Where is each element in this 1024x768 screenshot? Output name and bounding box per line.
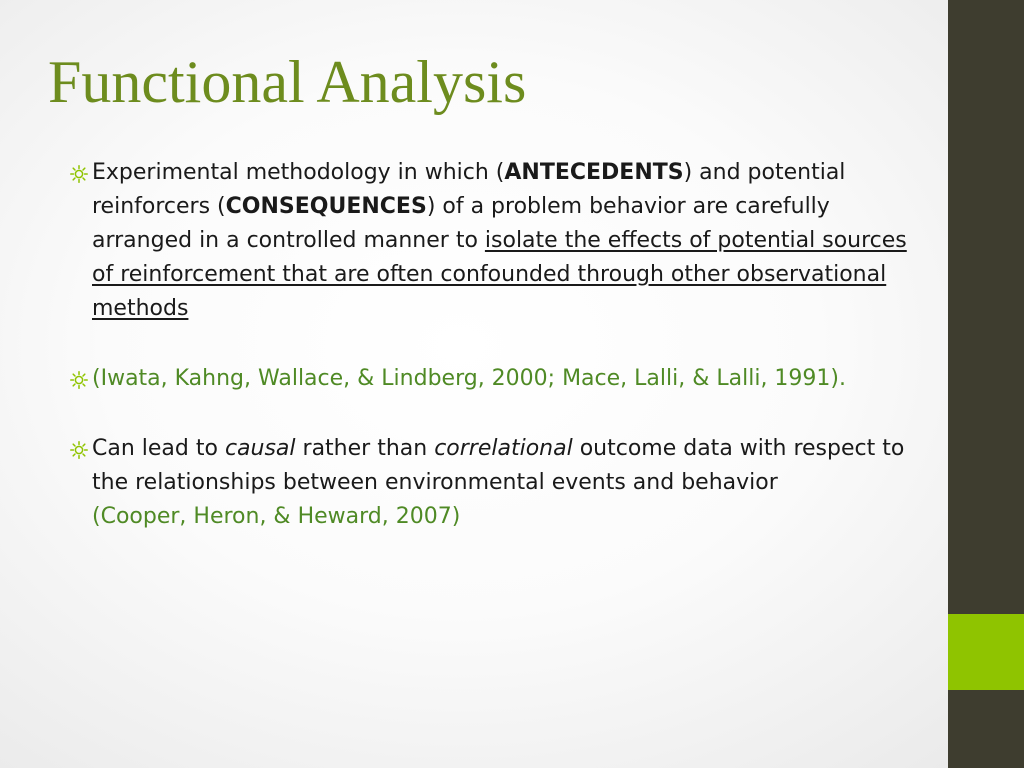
bullet-list [70,156,916,534]
causal-term: causal [224,436,296,461]
bullet-text: outcome data with respect to the relationships between environmental events and behavior [92,436,905,495]
correlational-term: correlational [434,436,573,461]
slide-title: Functional Analysis [48,49,527,115]
bullet-text: ) of a problem behavior are carefully arranged in a controlled manner to [92,194,830,253]
bullet-text: rather than [295,436,435,461]
bullet-text: ) and potential reinforcers ( [92,160,846,219]
consequences-term: CONSEQUENCES [225,194,427,219]
bullet-text: Can lead to [92,436,225,461]
bullet-definition [70,156,916,326]
sun-icon [70,441,88,459]
citation-text: (Cooper, Heron, & Heward, 2007) [92,504,461,529]
sidebar-accent-block [948,614,1024,690]
underlined-phrase: isolate the effects of potential sources of reinforcement that are often confounded through other observational methods [92,228,907,321]
bullet-text: Experimental methodology in which ( [92,160,505,185]
antecedents-term: ANTECEDENTS [504,160,684,185]
sidebar-bar [948,0,1024,768]
citation-text: (Iwata, Kahng, Wallace, & Lindberg, 2000; Mace, Lalli, & Lalli, 1991). [92,366,846,391]
bullet-citation [70,362,916,396]
bullet-causal [70,432,916,534]
sun-icon [70,371,88,389]
sun-icon [70,165,88,183]
